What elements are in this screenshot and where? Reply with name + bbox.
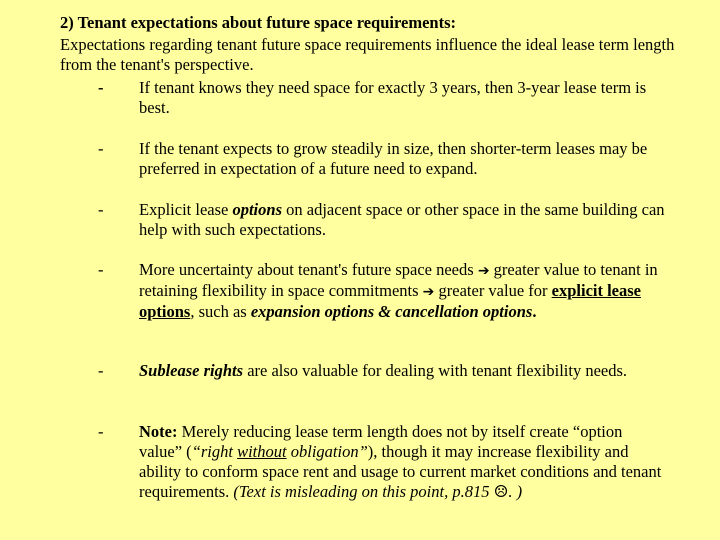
emphasis-options: options (232, 200, 282, 219)
bullet-dash: - (98, 422, 104, 441)
bullet-dash: - (98, 361, 104, 380)
bullet-text (139, 260, 669, 322)
text-run: Explicit lease (139, 200, 233, 219)
note-label: Note: (139, 422, 178, 441)
text-run: greater value for (434, 281, 552, 300)
emphasis-expansion-cancellation: expansion options & cancellation options (250, 302, 533, 321)
section-heading: 2) Tenant expectations about future space requirements: (60, 13, 456, 32)
bullet-dash: - (98, 139, 104, 158)
emphasis-explicit-lease-options: explicit lease options (139, 281, 642, 321)
bullet-text (139, 361, 669, 381)
text-run: . (532, 302, 537, 321)
emphasis-sublease-rights: Sublease rights (139, 361, 244, 380)
text-run: ), though it may increase flexibility and ability to conform space rent and usage to current market conditions and tenant requirements. (139, 442, 662, 501)
text-run: on adjacent space or other space in the same building can help with such expectations. (139, 200, 665, 239)
bullet-dash: - (98, 200, 104, 219)
bullet-text (139, 200, 669, 240)
quote-run: obligation” (286, 442, 368, 461)
quote-underlined-word: without (237, 442, 287, 461)
bullet-text: If tenant knows they need space for exactly 3 years, then 3-year lease term is best. (139, 78, 647, 117)
right-arrow-icon: ➔ (477, 263, 490, 279)
bullet-text: If the tenant expects to grow steadily in size, then shorter-term leases may be preferred in expectation of a future need to expand. (139, 139, 648, 178)
text-run: Merely reducing lease term length does not by itself create “option value” ( (139, 422, 623, 461)
text-run: More uncertainty about tenant's future space needs (139, 260, 478, 279)
intro-paragraph: Expectations regarding tenant future space requirements influence the ideal lease term length from the tenant's perspective. (60, 35, 675, 74)
text-run: are also valuable for dealing with tenant flexibility needs. (243, 361, 628, 380)
text-run: , such as (190, 302, 251, 321)
text-run: greater value to tenant in retaining flexibility in space commitments (139, 260, 658, 300)
bullet-dash: - (98, 260, 104, 279)
right-arrow-icon: ➔ (422, 284, 435, 300)
bullet-text (139, 422, 669, 502)
parenthetical-note: (Text is misleading on this point, p.815 ☹. ) (233, 482, 523, 501)
bullet-dash: - (98, 78, 104, 97)
quote-run: “right (191, 442, 238, 461)
